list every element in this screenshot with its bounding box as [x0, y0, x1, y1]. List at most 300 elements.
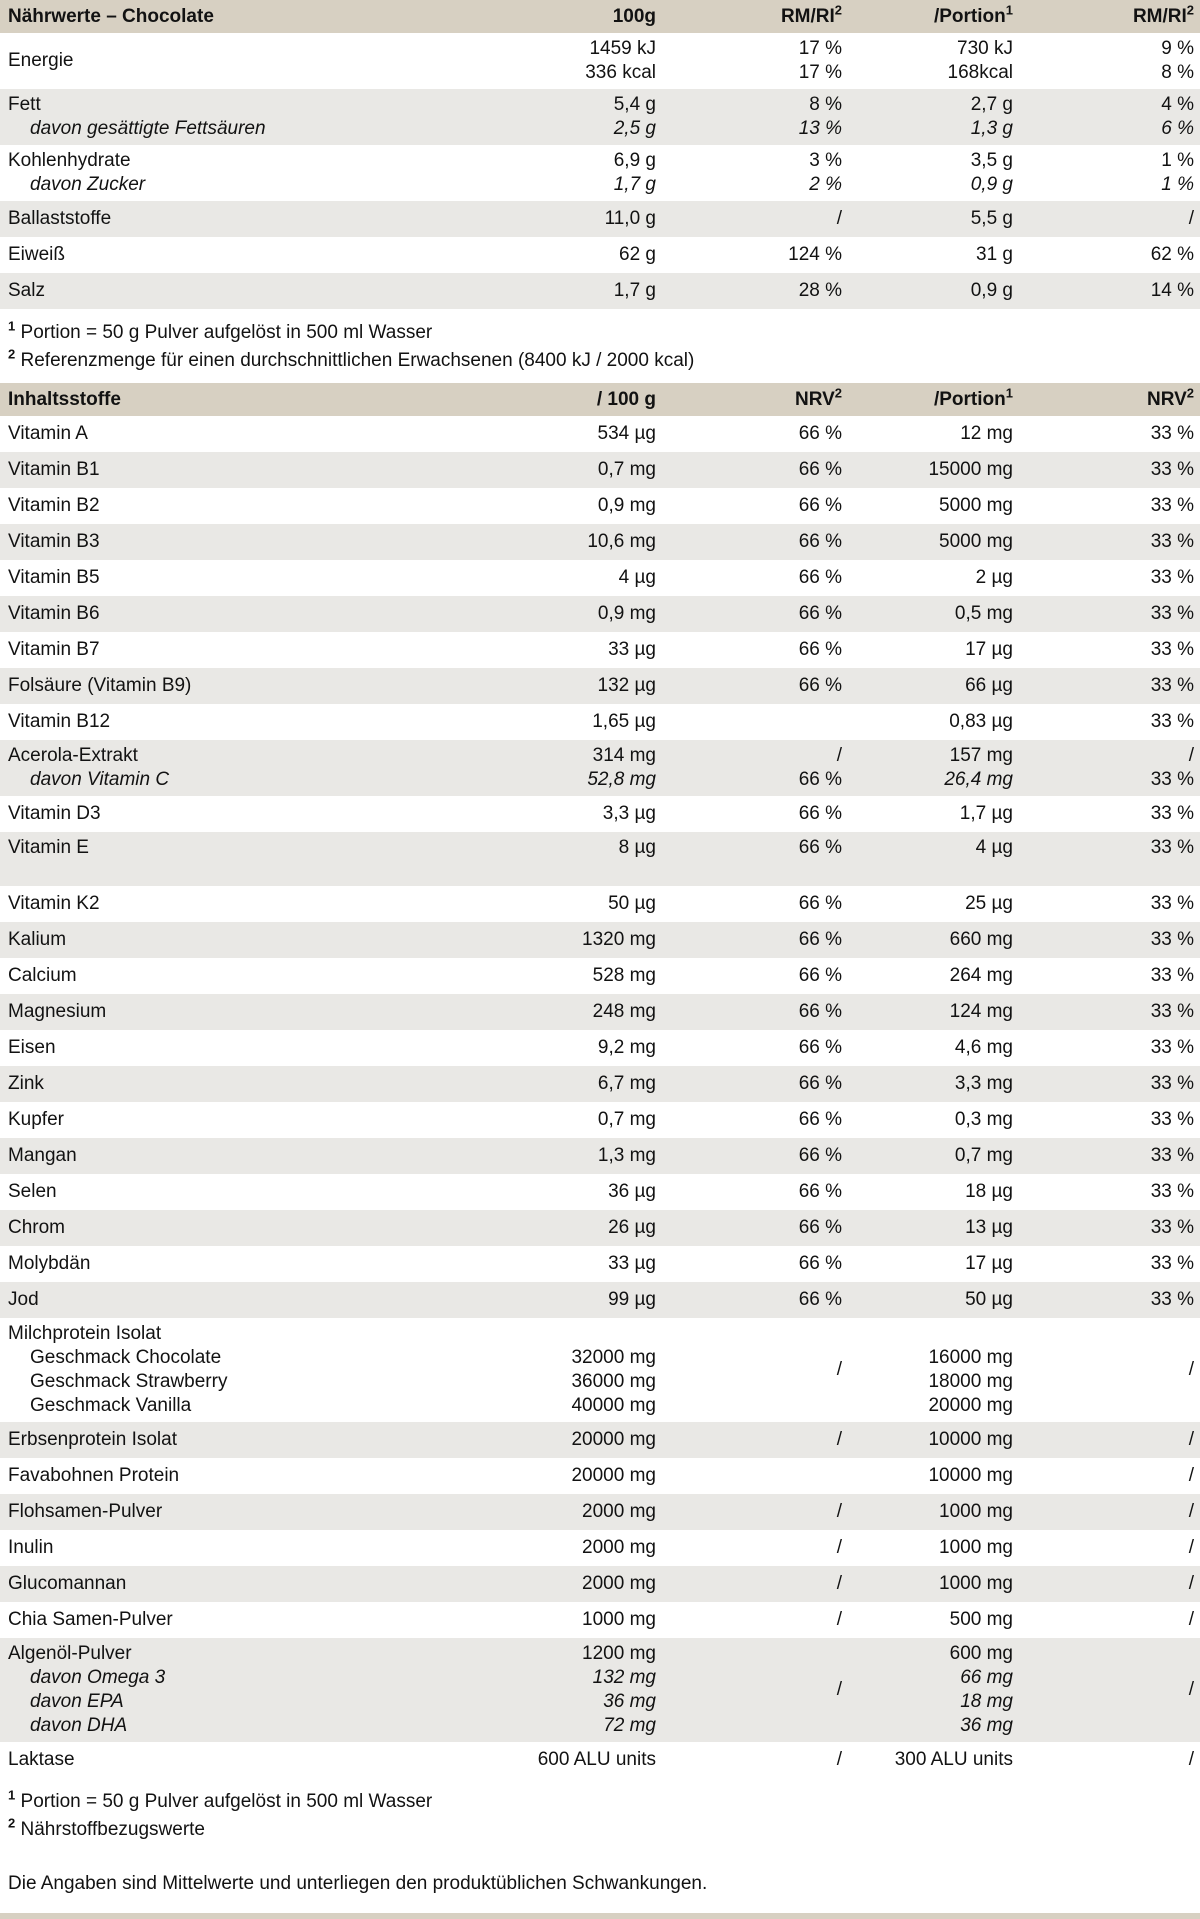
- cell-line: 33 %: [1150, 837, 1194, 858]
- cell-line: 124 %: [788, 244, 842, 265]
- cell-line: 0,7 mg: [954, 1145, 1013, 1166]
- cell-line: 66 %: [798, 1073, 842, 1094]
- value-cell: [481, 1252, 656, 1276]
- cell-line: /: [836, 1749, 842, 1770]
- cell-line: davon gesättigte Fettsäuren: [30, 118, 266, 139]
- value-cell: [481, 1144, 656, 1168]
- cell-line: 50 µg: [965, 1289, 1013, 1310]
- cell-line: 5,4 g: [613, 94, 656, 115]
- value-cell: [842, 1500, 1013, 1524]
- value-cell: [656, 802, 842, 826]
- cell-line: 33 %: [1150, 675, 1194, 696]
- value-cell: [656, 207, 842, 231]
- value-cell: [656, 1536, 842, 1560]
- cell-line: 600 ALU units: [537, 1749, 656, 1770]
- table-row: [0, 668, 1200, 704]
- value-cell: [1013, 530, 1194, 554]
- cell-line: 62 %: [1150, 244, 1194, 265]
- cell-line: Kohlenhydrate: [8, 150, 131, 171]
- cell-line: 17 %: [798, 62, 842, 83]
- cell-line: 1200 mg: [582, 1643, 656, 1664]
- table-row: [0, 704, 1200, 740]
- cell-line: 17 %: [798, 38, 842, 59]
- value-cell: [481, 928, 656, 952]
- value-cell: [656, 1072, 842, 1096]
- cell-line: /: [1188, 745, 1194, 766]
- value-cell: [656, 638, 842, 662]
- cell-line: Magnesium: [8, 1001, 107, 1022]
- cell-line: 1000 mg: [582, 1609, 656, 1630]
- value-cell: [1013, 964, 1194, 988]
- cell-line: 33 %: [1150, 495, 1194, 516]
- cell-line: 2000 mg: [582, 1537, 656, 1558]
- cell-line: Calcium: [8, 965, 77, 986]
- table-row: [0, 1210, 1200, 1246]
- value-cell: [842, 928, 1013, 952]
- value-cell: [842, 279, 1013, 303]
- value-cell: [842, 566, 1013, 590]
- cell-line: Geschmack Chocolate: [30, 1347, 222, 1368]
- cell-line: Vitamin B2: [8, 495, 100, 516]
- row-label-cell: [8, 530, 481, 554]
- value-cell: [842, 892, 1013, 916]
- cell-line: /: [836, 745, 842, 766]
- cell-line: 8 µg: [618, 837, 656, 858]
- cell-line: 33 %: [1150, 1217, 1194, 1238]
- value-cell: [842, 1216, 1013, 1240]
- cell-line: 66 %: [798, 837, 842, 858]
- cell-line: 13 µg: [965, 1217, 1013, 1238]
- value-cell: [842, 1108, 1013, 1132]
- cell-line: 6 %: [1161, 118, 1194, 139]
- row-label-cell: [8, 1464, 481, 1488]
- cell-line: Molybdän: [8, 1253, 91, 1274]
- table-row: [0, 1638, 1200, 1742]
- cell-line: 15000 mg: [928, 459, 1013, 480]
- cell-line: /: [1188, 1573, 1194, 1594]
- value-cell: [842, 207, 1013, 231]
- row-label-cell: [8, 1608, 481, 1632]
- row-label-cell: [8, 964, 481, 988]
- cell-line: 33 %: [1150, 1145, 1194, 1166]
- value-cell: [656, 674, 842, 698]
- cell-line: 36 µg: [608, 1181, 656, 1202]
- cell-line: Fett: [8, 94, 41, 115]
- cell-line: 6,9 g: [613, 150, 656, 171]
- value-cell: [656, 458, 842, 482]
- value-cell: [656, 928, 842, 952]
- cell-line: 66 %: [798, 1289, 842, 1310]
- cell-line: Vitamin B12: [8, 711, 111, 732]
- value-cell: [1013, 1608, 1194, 1632]
- cell-line: 33 %: [1150, 531, 1194, 552]
- cell-line: 66 %: [798, 567, 842, 588]
- cell-line: 33 %: [1150, 893, 1194, 914]
- cell-line: 2 %: [809, 174, 842, 195]
- cell-line: Jod: [8, 1289, 39, 1310]
- value-cell: [842, 1180, 1013, 1204]
- cell-line: 33 %: [1150, 1001, 1194, 1022]
- cell-line: 1 %: [1161, 150, 1194, 171]
- table-row: [0, 1530, 1200, 1566]
- header-col-portion: /Portion$^1$: [933, 2, 1013, 27]
- row-label-cell: [8, 422, 481, 446]
- cell-line: 3,3 µg: [602, 803, 656, 824]
- cell-line: 50 µg: [608, 893, 656, 914]
- cell-line: 33 %: [1150, 1109, 1194, 1130]
- cell-line: Inulin: [8, 1537, 54, 1558]
- cell-line: 2000 mg: [582, 1501, 656, 1522]
- cell-line: 33 %: [1150, 423, 1194, 444]
- value-cell: [1013, 1536, 1194, 1560]
- cell-line: Salz: [8, 280, 45, 301]
- cell-line: 124 mg: [949, 1001, 1013, 1022]
- footnote-nrv: $^2$ Nährstoffbezugswerte: [8, 1815, 205, 1840]
- cell-line: 1,7 g: [613, 280, 656, 301]
- table-row: [0, 416, 1200, 452]
- cell-line: Ballaststoffe: [8, 208, 112, 229]
- footnote-reference: $^2$ Referenzmenge für einen durchschnittlichen Erwachsenen (8400 kJ / 2000 kcal): [8, 346, 695, 371]
- nutrition-table-header: [0, 0, 1200, 33]
- value-cell: [656, 1748, 842, 1772]
- row-label-cell: [8, 566, 481, 590]
- cell-line: 20000 mg: [571, 1429, 656, 1450]
- nutrition-table-body: [0, 33, 1200, 309]
- cell-line: 4 µg: [618, 567, 656, 588]
- cell-line: 66 %: [798, 1001, 842, 1022]
- row-label-cell: [8, 1216, 481, 1240]
- cell-line: 33 %: [1150, 1181, 1194, 1202]
- value-cell: [1013, 1000, 1194, 1024]
- cell-line: 52,8 mg: [587, 769, 656, 790]
- table-row: [0, 632, 1200, 668]
- cell-line: 157 mg: [949, 745, 1013, 766]
- value-cell: [481, 1608, 656, 1632]
- value-cell: [842, 37, 1013, 85]
- footnote-portion-2: $^1$ Portion = 50 g Pulver aufgelöst in 500 ml Wasser: [8, 1787, 433, 1812]
- cell-line: 66 %: [798, 675, 842, 696]
- cell-line: /: [1188, 1749, 1194, 1770]
- ingredients-table-header: [0, 383, 1200, 416]
- cell-line: 33 %: [1150, 803, 1194, 824]
- value-cell: [481, 1500, 656, 1524]
- row-label-cell: [8, 1000, 481, 1024]
- value-cell: [1013, 1216, 1194, 1240]
- value-cell: [481, 1642, 656, 1738]
- cell-line: Selen: [8, 1181, 57, 1202]
- value-cell: [656, 93, 842, 141]
- cell-line: Chia Samen-Pulver: [8, 1609, 173, 1630]
- table-row: [0, 145, 1200, 201]
- cell-line: 5000 mg: [939, 531, 1013, 552]
- table-row: [0, 1602, 1200, 1638]
- cell-line: 0,5 mg: [954, 603, 1013, 624]
- cell-line: [656, 1464, 842, 1488]
- value-cell: [481, 1072, 656, 1096]
- value-cell: [1013, 207, 1194, 231]
- cell-line: 0,9 mg: [597, 603, 656, 624]
- cell-line: 33 %: [1150, 1073, 1194, 1094]
- value-cell: [656, 1322, 842, 1418]
- value-cell: [481, 1000, 656, 1024]
- row-label-cell: [8, 149, 481, 197]
- cell-line: 730 kJ: [957, 38, 1013, 59]
- cell-line: 10000 mg: [928, 1465, 1013, 1486]
- value-cell: [481, 279, 656, 303]
- cell-line: 66 %: [798, 893, 842, 914]
- value-cell: [1013, 928, 1194, 952]
- value-cell: [481, 602, 656, 626]
- cell-line: Milchprotein Isolat: [8, 1323, 162, 1344]
- cell-line: 20000 mg: [571, 1465, 656, 1486]
- cell-line: 66 µg: [965, 675, 1013, 696]
- table-row: [0, 886, 1200, 922]
- cell-line: davon Zucker: [30, 174, 146, 195]
- table-row: [0, 524, 1200, 560]
- cell-line: /: [836, 1679, 842, 1700]
- header-col-nrv-2: NRV$^2$: [1146, 385, 1194, 410]
- value-cell: [842, 1642, 1013, 1738]
- cell-line: 17 µg: [965, 639, 1013, 660]
- value-cell: [1013, 458, 1194, 482]
- cell-line: /: [1188, 1609, 1194, 1630]
- value-cell: [1013, 602, 1194, 626]
- value-cell: [656, 494, 842, 518]
- table-row: [0, 1318, 1200, 1422]
- cell-line: davon EPA: [30, 1691, 124, 1712]
- value-cell: [656, 602, 842, 626]
- cell-line: 0,7 mg: [597, 459, 656, 480]
- cell-line: 66 %: [798, 1109, 842, 1130]
- row-label-cell: [8, 1322, 481, 1418]
- ingredients-table-body: [0, 416, 1200, 1778]
- cell-line: Laktase: [8, 1749, 75, 1770]
- table-row: [0, 1174, 1200, 1210]
- value-cell: [656, 1428, 842, 1452]
- cell-line: 4 %: [1161, 94, 1194, 115]
- value-cell: [1013, 149, 1194, 197]
- value-cell: [1013, 1288, 1194, 1312]
- cell-line: [656, 710, 842, 734]
- value-cell: [656, 964, 842, 988]
- table-row: [0, 596, 1200, 632]
- cell-line: 600 mg: [949, 1643, 1013, 1664]
- table-row: [0, 237, 1200, 273]
- value-cell: [481, 1428, 656, 1452]
- cell-line: /: [1188, 1429, 1194, 1450]
- cell-line: 66 mg: [960, 1667, 1013, 1688]
- row-label-cell: [8, 494, 481, 518]
- row-label-cell: [8, 1642, 481, 1738]
- table-row: [0, 1246, 1200, 1282]
- value-cell: [656, 149, 842, 197]
- value-cell: [656, 1000, 842, 1024]
- row-label-cell: [8, 1108, 481, 1132]
- value-cell: [656, 1252, 842, 1276]
- value-cell: [842, 802, 1013, 826]
- cell-line: 40000 mg: [571, 1395, 656, 1416]
- cell-line: 500 mg: [949, 1609, 1013, 1630]
- cell-line: 1 %: [1161, 174, 1194, 195]
- value-cell: [842, 1748, 1013, 1772]
- cell-line: Kalium: [8, 929, 67, 950]
- cell-line: 28 %: [798, 280, 842, 301]
- cell-line: 25 µg: [965, 893, 1013, 914]
- cell-line: 534 µg: [597, 423, 656, 444]
- row-label-cell: [8, 802, 481, 826]
- cell-line: 3,3 mg: [954, 1073, 1013, 1094]
- row-label-cell: [8, 49, 481, 73]
- table-row: [0, 1458, 1200, 1494]
- bottom-divider-bar: [0, 1913, 1200, 1919]
- cell-line: 1,65 µg: [592, 711, 656, 732]
- row-label-cell: [8, 93, 481, 141]
- table-row: [0, 1494, 1200, 1530]
- value-cell: [842, 494, 1013, 518]
- value-cell: [481, 243, 656, 267]
- cell-line: 3,5 g: [970, 150, 1013, 171]
- disclaimer-text: Die Angaben sind Mittelwerte und unterliegen den produktüblichen Schwankungen.: [8, 1873, 708, 1894]
- cell-line: 4 µg: [975, 837, 1013, 858]
- cell-line: Vitamin B1: [8, 459, 100, 480]
- cell-line: 33 %: [1150, 711, 1194, 732]
- header-col-nrv-1: NRV$^2$: [794, 385, 842, 410]
- cell-line: 1000 mg: [939, 1573, 1013, 1594]
- value-cell: [481, 1216, 656, 1240]
- cell-line: 33 µg: [608, 639, 656, 660]
- value-cell: [1013, 674, 1194, 698]
- cell-line: 0,9 g: [970, 174, 1013, 195]
- cell-line: 9 %: [1161, 38, 1194, 59]
- cell-line: 33 %: [1150, 965, 1194, 986]
- cell-line: Chrom: [8, 1217, 66, 1238]
- value-cell: [842, 1608, 1013, 1632]
- value-cell: [842, 530, 1013, 554]
- cell-line: 36 mg: [603, 1691, 656, 1712]
- value-cell: [842, 1536, 1013, 1560]
- value-cell: [481, 892, 656, 916]
- cell-line: 1000 mg: [939, 1501, 1013, 1522]
- value-cell: [481, 638, 656, 662]
- cell-line: 26 µg: [608, 1217, 656, 1238]
- value-cell: [842, 1464, 1013, 1488]
- value-cell: [842, 458, 1013, 482]
- cell-line: /: [836, 1573, 842, 1594]
- row-label-cell: [8, 638, 481, 662]
- value-cell: [1013, 802, 1194, 826]
- table-row: [0, 1102, 1200, 1138]
- table-row: [0, 922, 1200, 958]
- cell-line: 10000 mg: [928, 1429, 1013, 1450]
- cell-line: Geschmack Vanilla: [30, 1395, 192, 1416]
- row-label-cell: [8, 1252, 481, 1276]
- cell-line: 13 %: [798, 118, 842, 139]
- cell-line: 1459 kJ: [589, 38, 656, 59]
- value-cell: [1013, 422, 1194, 446]
- cell-line: Vitamin A: [8, 423, 88, 444]
- value-cell: [656, 279, 842, 303]
- value-cell: [1013, 1036, 1194, 1060]
- cell-line: Geschmack Strawberry: [30, 1371, 228, 1392]
- value-cell: [842, 149, 1013, 197]
- cell-line: 32000 mg: [571, 1347, 656, 1368]
- cell-line: Eisen: [8, 1037, 56, 1058]
- cell-line: Folsäure (Vitamin B9): [8, 675, 192, 696]
- footnote-portion: $^1$ Portion = 50 g Pulver aufgelöst in 500 ml Wasser: [8, 318, 433, 343]
- cell-line: /: [1188, 1537, 1194, 1558]
- cell-line: 1,7 µg: [959, 803, 1013, 824]
- cell-line: 18 mg: [960, 1691, 1013, 1712]
- cell-line: 36 mg: [960, 1715, 1013, 1736]
- cell-line: Algenöl-Pulver: [8, 1643, 132, 1664]
- cell-line: 314 mg: [592, 745, 656, 766]
- cell-line: 66 %: [798, 965, 842, 986]
- cell-line: Vitamin D3: [8, 803, 101, 824]
- cell-line: 33 %: [1150, 459, 1194, 480]
- value-cell: [842, 1288, 1013, 1312]
- value-cell: [481, 1572, 656, 1596]
- cell-line: 0,83 µg: [949, 711, 1013, 732]
- cell-line: /: [1188, 1679, 1194, 1700]
- value-cell: [1013, 1108, 1194, 1132]
- value-cell: [656, 1464, 842, 1488]
- cell-line: 16000 mg: [928, 1347, 1013, 1368]
- row-label-cell: [8, 279, 481, 303]
- cell-line: 132 mg: [592, 1667, 656, 1688]
- value-cell: [481, 964, 656, 988]
- cell-line: Vitamin K2: [8, 893, 100, 914]
- value-cell: [1013, 93, 1194, 141]
- row-label-cell: [8, 1748, 481, 1772]
- value-cell: [1013, 744, 1194, 792]
- table-row: [0, 89, 1200, 145]
- value-cell: [481, 566, 656, 590]
- cell-line: 33 %: [1150, 1037, 1194, 1058]
- row-label-cell: [8, 458, 481, 482]
- value-cell: [481, 422, 656, 446]
- value-cell: [1013, 243, 1194, 267]
- table-row: [0, 1138, 1200, 1174]
- cell-line: Vitamin B6: [8, 603, 100, 624]
- row-label-cell: [8, 1036, 481, 1060]
- value-cell: [481, 1536, 656, 1560]
- table-row: [0, 994, 1200, 1030]
- value-cell: [1013, 1144, 1194, 1168]
- cell-line: Energie: [8, 50, 74, 71]
- value-cell: [842, 1322, 1013, 1418]
- value-cell: [656, 1216, 842, 1240]
- value-cell: [656, 1108, 842, 1132]
- value-cell: [656, 836, 842, 860]
- row-label-cell: [8, 243, 481, 267]
- value-cell: [1013, 1252, 1194, 1276]
- cell-line: 0,7 mg: [597, 1109, 656, 1130]
- cell-line: /: [1188, 1359, 1194, 1380]
- cell-line: Acerola-Extrakt: [8, 745, 138, 766]
- value-cell: [842, 422, 1013, 446]
- row-label-cell: [8, 1144, 481, 1168]
- cell-line: 300 ALU units: [894, 1749, 1013, 1770]
- value-cell: [481, 207, 656, 231]
- value-cell: [656, 1572, 842, 1596]
- cell-line: Flohsamen-Pulver: [8, 1501, 163, 1522]
- table-row: [0, 740, 1200, 796]
- cell-line: Vitamin E: [8, 837, 89, 858]
- value-cell: [842, 964, 1013, 988]
- value-cell: [481, 458, 656, 482]
- row-label-cell: [8, 744, 481, 792]
- cell-line: [842, 1322, 1013, 1346]
